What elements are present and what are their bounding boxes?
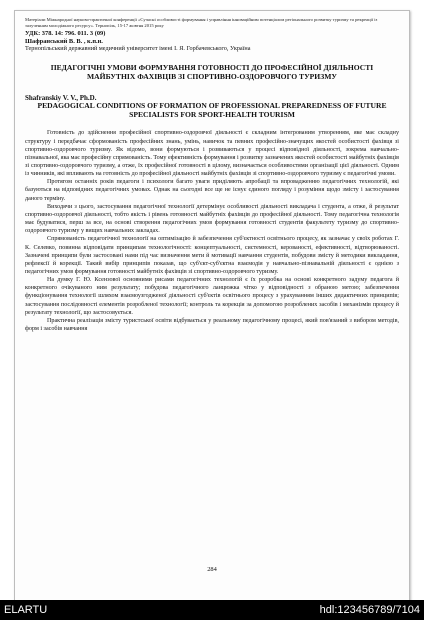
page-content [25, 17, 399, 333]
paragraph: Спрямованість педагогічної технології на оптимізацію й забезпечення суб'єктності освітнього процесу, як зазначає у своїх роботах Г. К. Селевко, повинна відповідати принципам технологічності: концептуальності, системності, керованості, ефективності, відтворюваності. Зазначені принципи були застосовані нами під час визначення мети й мотивації навчання студентів, побудови змісту й методики викладання, рефлексії й корекції. Такий вибір принципів показав, що суб'єкт-суб'єктна взаємодія у навчально-пізнавальній діяльності є однією з педагогічних умов формування готовності майбутніх фахівців зі спортивно-оздоровчого туризму. [25, 236, 399, 275]
repository-label: ELARTU [4, 604, 48, 616]
title-english: PEDAGOGICAL CONDITIONS OF FORMATION OF PROFESSIONAL PREPAREDNESS OF FUTURE SPECIALISTS FOR SPORT-HEALTH TOURISM [37, 101, 387, 119]
title-ukrainian: ПЕДАГОГІЧНІ УМОВИ ФОРМУВАННЯ ГОТОВНОСТІ ДО ПРОФЕСІЙНОЇ ДІЯЛЬНОСТІ МАЙБУТНІХ ФАХІВЦІВ ЗІ СПОРТИВНО-ОЗДОРОВЧОГО ТУРИЗМУ [50, 62, 374, 81]
article-body [25, 129, 399, 333]
author-ua: Шафранський В. В. , к.п.н. [25, 37, 103, 45]
viewer-footer-bar [0, 600, 424, 620]
author-en: Shafranskiy V. V., Ph.D. [25, 94, 97, 103]
paragraph: Готовність до здійснення професійної спортивно-оздоровчої діяльності є складним інтегрованим утворенням, яке має складну структуру і передбачає сформованість професійних знань, умінь, навичок та певних професійно-значущих якостей особистості фахівця зі спортивно-оздоровчого туризму. Як відомо, вони формуються і розвиваються у процесі відповідної діяльності, зокрема навчально-пізнавальної, яка має професійну спрямованість. Тому ефективність формування і розвитку зазначених якостей особистості майбутніх фахівців зі спортивно-оздоровчого туризму, а отже, їх професійної готовності в цілому, визначається особливостями організації цієї діяльності. Одним із чинників, які впливають на готовність до професійної діяльності майбутніх фахівців зі спортивно-оздоровчого туризму є педагогічні умови. [25, 130, 399, 178]
affiliation: Тернопільський державний медичний університет імені І. Я. Горбачевського, Україна [25, 45, 251, 53]
page-number: 284 [207, 566, 217, 573]
conference-header: Матеріали Міжнародної науково-практичної конференції «Сучасні особливості формування і управління інноваційним потенціалом регіонального розвитку туризму та рекреації із залученням молодіжного ресурсу». Тернопіль, 15-17 жовтня 2015 року [25, 17, 378, 28]
paragraph: На думку Г. Ю. Ксензової основними рисами педагогічних технологій є їх розробка на основі конкретного задуму педагога й конкретного очікуваного ним результату; побудова педагогічного ланцюжка чітко у відповідності з обраною метою; забезпечення функціонування технології шляхом взаємоузгодженої діяльності суб'єктів освітнього процесу з урахуванням інших дидактичних принципів; застосування послідовності елементів розробленої технології; контроль та корекція за допомогою розроблених засобів і механізмів процесу й результату технології, що застосовується. [25, 277, 399, 316]
paragraph: Практична реалізація змісту туристської освіти відбувається у реальному педагогічному процесі, який пов'язаний з вибором методів, форм і засобів навчання [25, 317, 399, 333]
udk-code: УДК: 378. 14: 796. 011. 3 (09) [25, 30, 106, 38]
document-page [14, 10, 410, 602]
handle-id: hdl:123456789/7104 [319, 604, 420, 616]
paragraph: Протягом останніх років педагоги і психологи багато уваги приділяють апробації та впровадженню педагогічних технологій, які базуються на відповідних педагогічних умовах. Однак на сьогодні все ще не існує єдиного погляду і розуміння щодо змісту і застосування даного терміну. [25, 179, 399, 202]
paragraph: Виходячи з цього, застосування педагогічної технології детермінує особливості діяльності викладача і студента, а отже, й результат спортивно-оздоровчої діяльності, тобто якість і рівень готовності майбутніх фахівців до професійної діяльності. Тому педагогічна технологія має будуватися, перш за все, на основі створення педагогічних умов формування готовності студентів факультету туризму до спортивно-оздоровчого туризму у вищих навчальних закладах. [25, 203, 399, 235]
